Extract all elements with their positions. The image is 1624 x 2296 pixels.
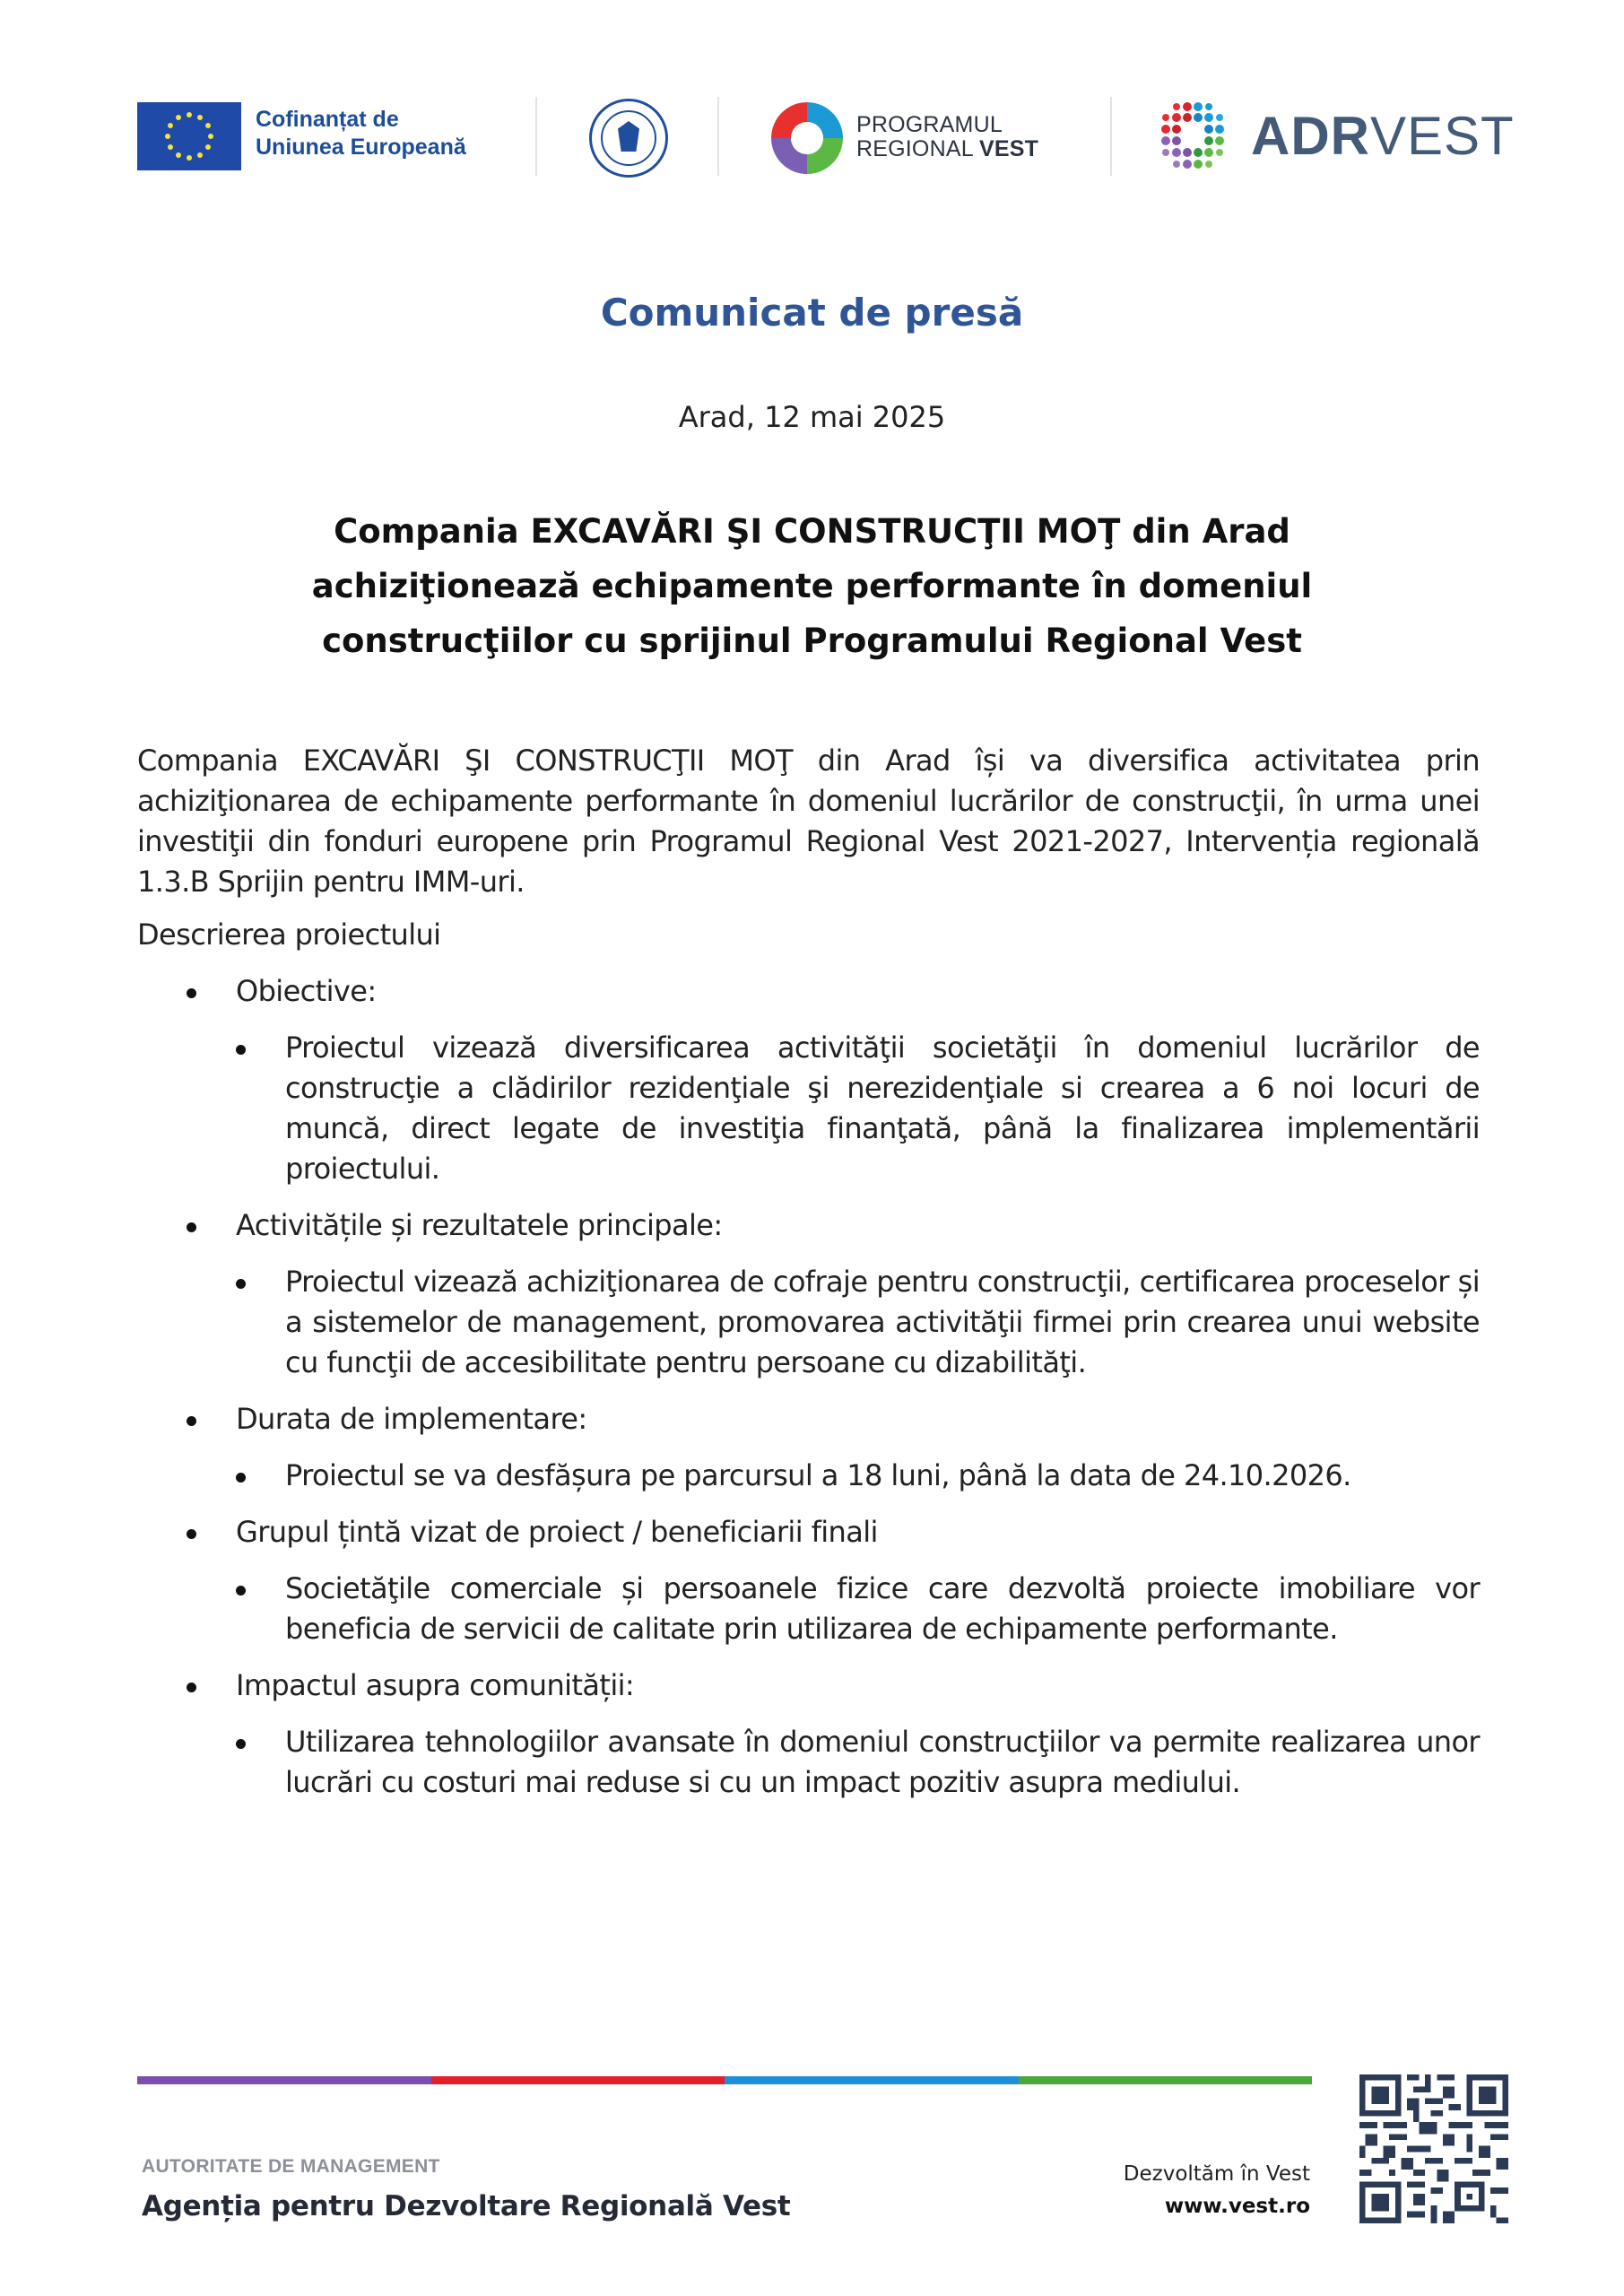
website-link[interactable]: www.vest.ro [1164, 2195, 1310, 2218]
section-text: Utilizarea tehnologiilor avansate în domeniul construcţiilor va permite realizarea unor lucrări cu costuri mai reduse si cu un impact pozitiv asupra mediului. [285, 1725, 1480, 1799]
logo-bar [0, 0, 1624, 206]
eu-text-line1: Cofinanțat de [256, 107, 399, 132]
section-activities [137, 1205, 1480, 1383]
section-duration [137, 1399, 1480, 1496]
headline: Compania EXCAVĂRI ŞI CONSTRUCŢII MOŢ din Arad achiziţionează echipamente performante în domeniul construcţiilor cu sprijinul Programului Regional Vest [311, 512, 1313, 660]
section-target-group [137, 1512, 1480, 1649]
section-text: Proiectul se va desfășura pe parcursul a 18 luni, până la data de 24.10.2026. [285, 1458, 1351, 1492]
program-line2-bold: VEST [979, 136, 1039, 161]
section-impact [137, 1665, 1480, 1803]
bullet-icon [187, 1683, 196, 1692]
bullet-icon [236, 1739, 246, 1749]
section-sublist [236, 1262, 1480, 1383]
bullet-icon [187, 1416, 196, 1426]
logo-separator [717, 97, 719, 176]
eu-text-line2: Uniunea Europeană [256, 135, 466, 160]
authority-label: AUTORITATE DE MANAGEMENT [142, 2156, 440, 2177]
program-line2-regular: REGIONAL [856, 136, 980, 161]
bullet-icon [187, 988, 196, 998]
slogan: Dezvoltăm în Vest [1123, 2162, 1310, 2186]
section-objectives [137, 971, 1480, 1189]
color-bar-purple [137, 2076, 431, 2084]
list-item [236, 1262, 1480, 1383]
section-sublist [236, 1028, 1480, 1189]
section-sublist [236, 1456, 1480, 1496]
page-title: Comunicat de presă [600, 291, 1024, 335]
section-label: Impactul asupra comunității: [236, 1668, 635, 1702]
section-sublist [236, 1569, 1480, 1649]
color-bar-green [1019, 2076, 1313, 2084]
bullet-icon [236, 1279, 246, 1289]
document-body [137, 741, 1480, 1819]
bullet-icon [187, 1529, 196, 1539]
section-text: Proiectul vizează achiziţionarea de cofraje pentru construcţii, certificarea proceselor și a sistemelor de management, promovarea activităţii firmei prin crearea unui website cu funcţii de accesibilitate pentru persoane cu dizabilităţi. [285, 1265, 1480, 1379]
programul-regional-vest-ring-icon [769, 100, 845, 176]
guvernul-romaniei-seal-icon [589, 99, 668, 178]
list-item [236, 1028, 1480, 1189]
list-item [236, 1569, 1480, 1649]
vest-thin: VEST [1370, 106, 1515, 166]
section-text: Societăţile comerciale și persoanele fizice care dezvoltă proiecte imobiliare vor beneficia de servicii de calitate prin utilizarea de echipamente performante. [285, 1571, 1480, 1646]
footer-authority [142, 2156, 790, 2222]
color-bar-blue [725, 2076, 1019, 2084]
description-label: Descrierea proiectului [137, 918, 441, 952]
program-line2 [856, 137, 1038, 161]
program-line1: PROGRAMUL [856, 112, 1003, 137]
section-label: Obiective: [236, 974, 377, 1008]
footer-contact [1124, 2162, 1310, 2218]
section-label: Durata de implementare: [236, 1402, 587, 1436]
programul-regional-vest-text [856, 113, 1038, 161]
bullet-icon [236, 1473, 246, 1483]
list-item [236, 1456, 1480, 1496]
section-sublist [236, 1722, 1480, 1803]
adr-vest-dots-icon [1157, 100, 1229, 172]
dateline: Arad, 12 mai 2025 [678, 400, 946, 434]
bullet-icon [236, 1045, 246, 1055]
logo-separator [1110, 97, 1112, 176]
qr-code-icon [1359, 2074, 1508, 2223]
bullet-icon [236, 1586, 246, 1596]
adr-vest-wordmark [1251, 102, 1515, 170]
bullet-icon [187, 1222, 196, 1232]
intro-paragraph: Compania EXCAVĂRI ŞI CONSTRUCŢII MOŢ din Arad își va diversifica activitatea prin achiziţionarea de echipamente performante în domeniul lucrărilor de construcţii, în urma unei investiţii din fonduri europene prin Programul Regional Vest 2021-2027, Intervenția regională 1.3.B Sprijin pentru IMM-uri. [137, 744, 1480, 899]
eu-flag-icon [137, 102, 241, 170]
agency-name: Agenția pentru Dezvoltare Regională Vest [142, 2190, 791, 2222]
footer-color-bar [137, 2076, 1312, 2084]
adr-bold: ADR [1251, 106, 1370, 166]
section-label: Grupul țintă vizat de proiect / beneficiarii finali [236, 1515, 878, 1549]
logo-separator [535, 97, 537, 176]
color-bar-red [431, 2076, 725, 2084]
eu-cofinancing-text [256, 106, 466, 161]
list-item [236, 1722, 1480, 1803]
section-label: Activitățile și rezultatele principale: [236, 1208, 723, 1242]
project-sections-list [137, 971, 1480, 1803]
section-text: Proiectul vizează diversificarea activităţii societăţii în domeniul lucrărilor de construcţie a clădirilor rezidenţiale şi nerezidenţiale si crearea a 6 noi locuri de muncă, direct legate de investiţia finanţată, până la finalizarea implementării proiectului. [285, 1031, 1480, 1186]
